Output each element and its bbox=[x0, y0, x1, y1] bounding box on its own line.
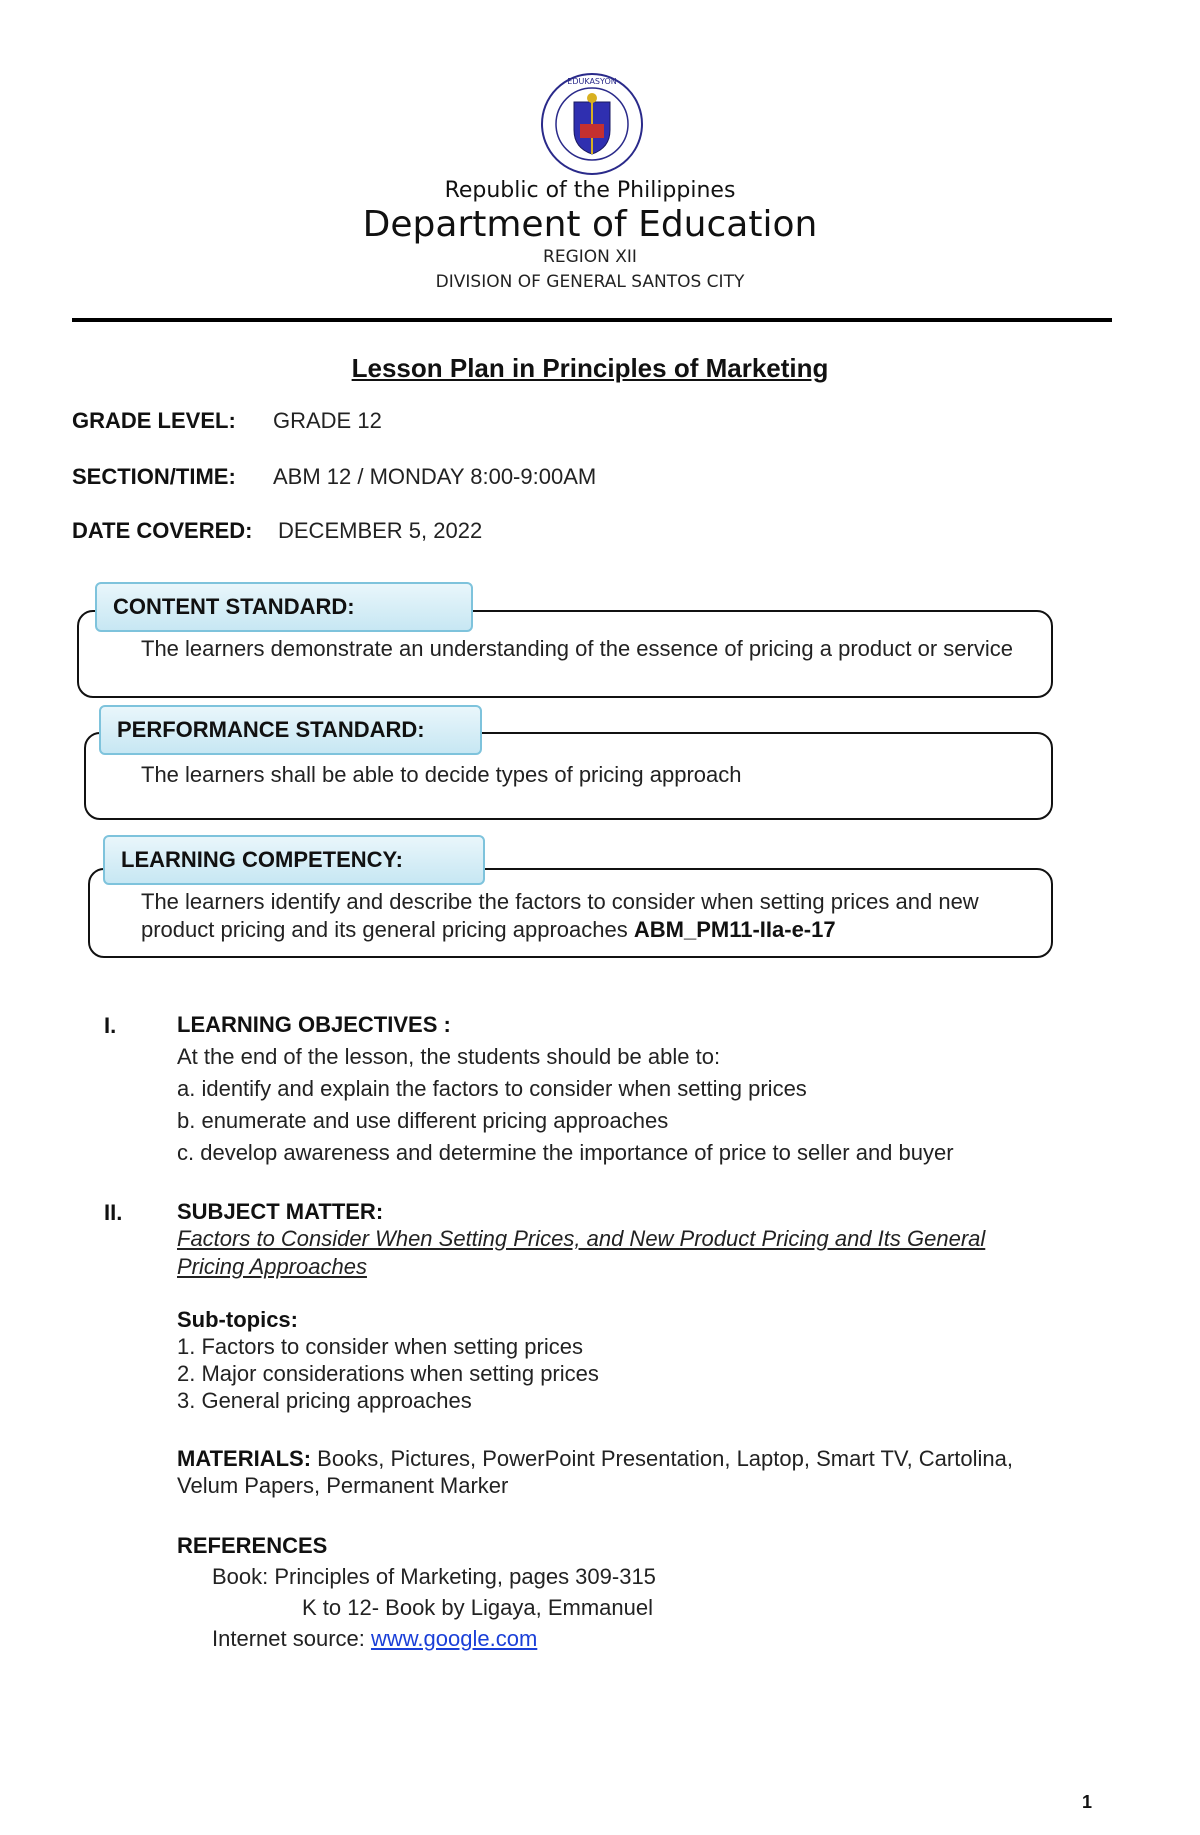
objectives-numeral: I. bbox=[104, 1013, 117, 1038]
division-text: DIVISION OF GENERAL SANTOS CITY bbox=[435, 272, 745, 292]
subject-heading: SUBJECT MATTER: bbox=[177, 1199, 384, 1224]
subtopic-item: 2. Major considerations when setting prices bbox=[177, 1361, 599, 1386]
republic-text: Republic of the Philippines bbox=[444, 178, 736, 203]
objective-item: b. enumerate and use different pricing approaches bbox=[177, 1108, 669, 1133]
materials-label: MATERIALS: bbox=[177, 1446, 312, 1471]
subject-numeral: II. bbox=[104, 1200, 123, 1225]
content-standard-label: CONTENT STANDARD: bbox=[95, 582, 473, 632]
deped-seal bbox=[540, 72, 644, 176]
internet-source-link[interactable]: www.google.com bbox=[370, 1626, 538, 1651]
lesson-plan-title: Lesson Plan in Principles of Marketing bbox=[351, 353, 829, 383]
references-heading: REFERENCES bbox=[177, 1533, 328, 1558]
subtopic-item: 1. Factors to consider when setting prices bbox=[177, 1334, 583, 1359]
section-time-label: SECTION/TIME: bbox=[72, 464, 236, 489]
learning-competency-label: LEARNING COMPETENCY: bbox=[103, 835, 485, 885]
svg-text:EDUKASYON: EDUKASYON bbox=[567, 77, 617, 86]
learning-competency-text-line1: The learners identify and describe the factors to consider when setting prices and new bbox=[141, 889, 979, 914]
competency-code: ABM_PM11-IIa-e-17 bbox=[633, 917, 836, 942]
performance-standard-text: The learners shall be able to decide types of pricing approach bbox=[141, 762, 742, 787]
objectives-heading: LEARNING OBJECTIVES : bbox=[177, 1012, 451, 1037]
performance-standard-label: PERFORMANCE STANDARD: bbox=[99, 705, 482, 755]
reference-internet: Internet source: www.google.com bbox=[212, 1626, 538, 1651]
objectives-intro: At the end of the lesson, the students should be able to: bbox=[177, 1044, 721, 1069]
section-time-value: ABM 12 / MONDAY 8:00-9:00AM bbox=[273, 464, 597, 489]
materials-line2: Velum Papers, Permanent Marker bbox=[177, 1473, 509, 1498]
header-divider bbox=[72, 318, 1112, 322]
content-standard-text: The learners demonstrate an understanding of the essence of pricing a product or service bbox=[141, 636, 1013, 661]
date-covered-value: DECEMBER 5, 2022 bbox=[278, 518, 483, 543]
subtopics-heading: Sub-topics: bbox=[177, 1307, 298, 1332]
grade-level-label: GRADE LEVEL: bbox=[72, 408, 236, 433]
date-covered-label: DATE COVERED: bbox=[72, 518, 253, 543]
subject-topic-line1: Factors to Consider When Setting Prices, and New Product Pricing and Its General bbox=[177, 1226, 986, 1251]
reference-book-author: K to 12- Book by Ligaya, Emmanuel bbox=[302, 1595, 653, 1620]
subtopic-item: 3. General pricing approaches bbox=[177, 1388, 472, 1413]
subject-topic-line2: Pricing Approaches bbox=[177, 1254, 367, 1279]
materials-line1: MATERIALS: Books, Pictures, PowerPoint Presentation, Laptop, Smart TV, Cartolina, bbox=[177, 1446, 1013, 1471]
objective-item: c. develop awareness and determine the importance of price to seller and buyer bbox=[177, 1140, 954, 1165]
region-text: REGION XII bbox=[543, 247, 637, 267]
page-number: 1 bbox=[1082, 1792, 1093, 1812]
department-title: Department of Education bbox=[362, 204, 818, 245]
objective-item: a. identify and explain the factors to consider when setting prices bbox=[177, 1076, 807, 1101]
reference-book: Book: Principles of Marketing, pages 309-315 bbox=[212, 1564, 656, 1589]
learning-competency-text-line2: product pricing and its general pricing approaches ABM_PM11-IIa-e-17 bbox=[141, 917, 836, 942]
grade-level-value: GRADE 12 bbox=[273, 408, 382, 433]
